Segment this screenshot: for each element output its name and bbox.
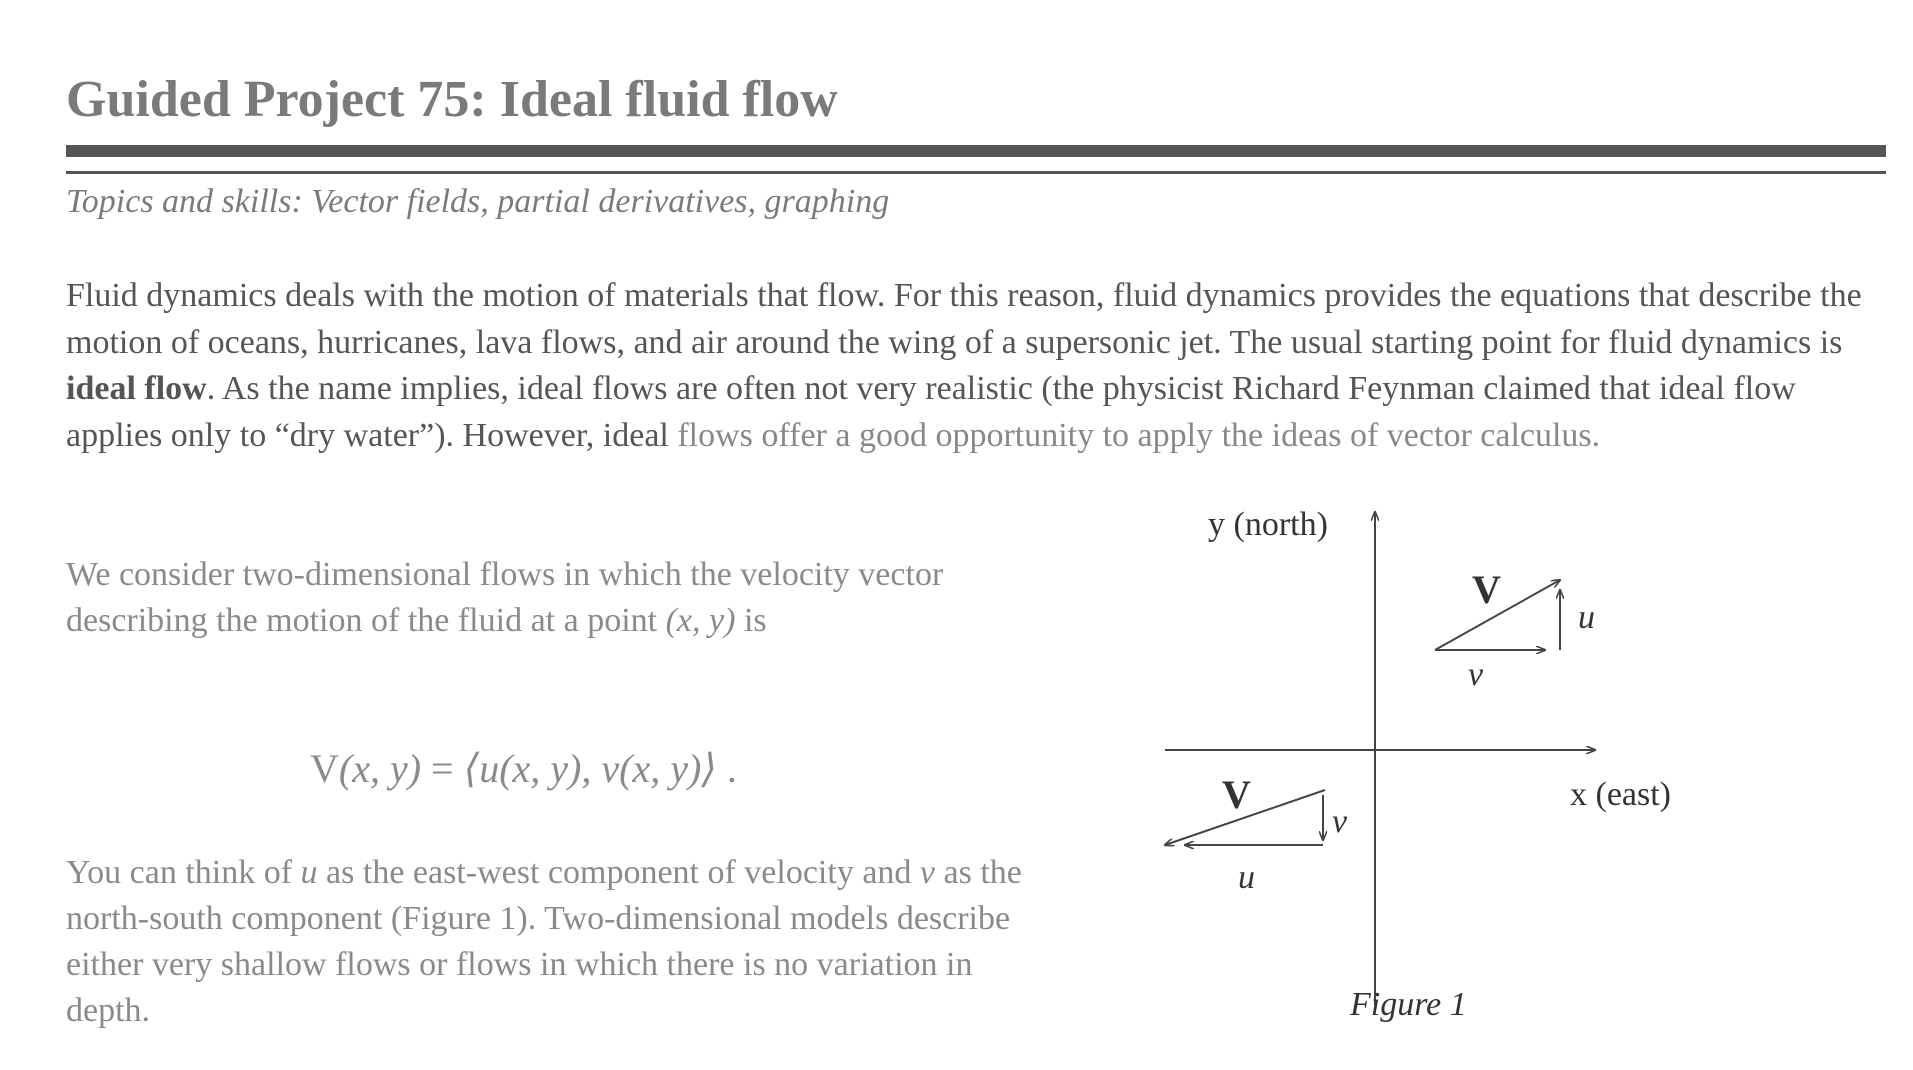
y-axis-label: y (north)	[1208, 506, 1328, 543]
page-title: Guided Project 75: Ideal fluid flow	[66, 71, 838, 128]
topics-subtitle: Topics and skills: Vector fields, partial derivatives, graphing	[66, 183, 890, 220]
lower-v-label: v	[1332, 803, 1348, 840]
upper-v-label: v	[1468, 656, 1484, 693]
x-axis-label: x (east)	[1570, 776, 1672, 813]
components-paragraph: You can think of u as the east-west component of velocity and v as the north-south component (Figure 1). Two-dimensional models describe either very shallow flows or flows in which there is no variation in depth.	[66, 854, 1022, 1029]
figure-1-diagram	[1120, 490, 1760, 1050]
lower-vector-label: V	[1222, 772, 1251, 817]
intro-paragraph: Fluid dynamics deals with the motion of materials that flow. For this reason, fluid dynamics provides the equations that describe the motion of oceans, hurricanes, lava flows, and air around the wing of a supersonic jet. The usual starting point for fluid dynamics is ideal flow. As the name implies, ideal flows are often not very realistic (the physicist Richard Feynman claimed that ideal flow applies only to “dry water”). However, ideal flows offer a good opportunity to apply the ideas of vector calculus.	[66, 277, 1862, 454]
velocity-paragraph: We consider two-dimensional flows in which the velocity vector describing the motion of the fluid at a point (x, y) is	[66, 556, 944, 639]
upper-u-label: u	[1578, 599, 1595, 636]
ideal-flow-term: ideal flow	[66, 370, 207, 407]
upper-vector-label: V	[1472, 567, 1501, 612]
title-rule-thick	[66, 145, 1886, 157]
velocity-equation: V(x, y) = ⟨u(x, y), v(x, y)⟩ .	[310, 746, 737, 791]
lower-u-label: u	[1238, 859, 1255, 896]
figure-caption: Figure 1	[1350, 986, 1467, 1023]
title-rule-thin	[66, 171, 1886, 174]
